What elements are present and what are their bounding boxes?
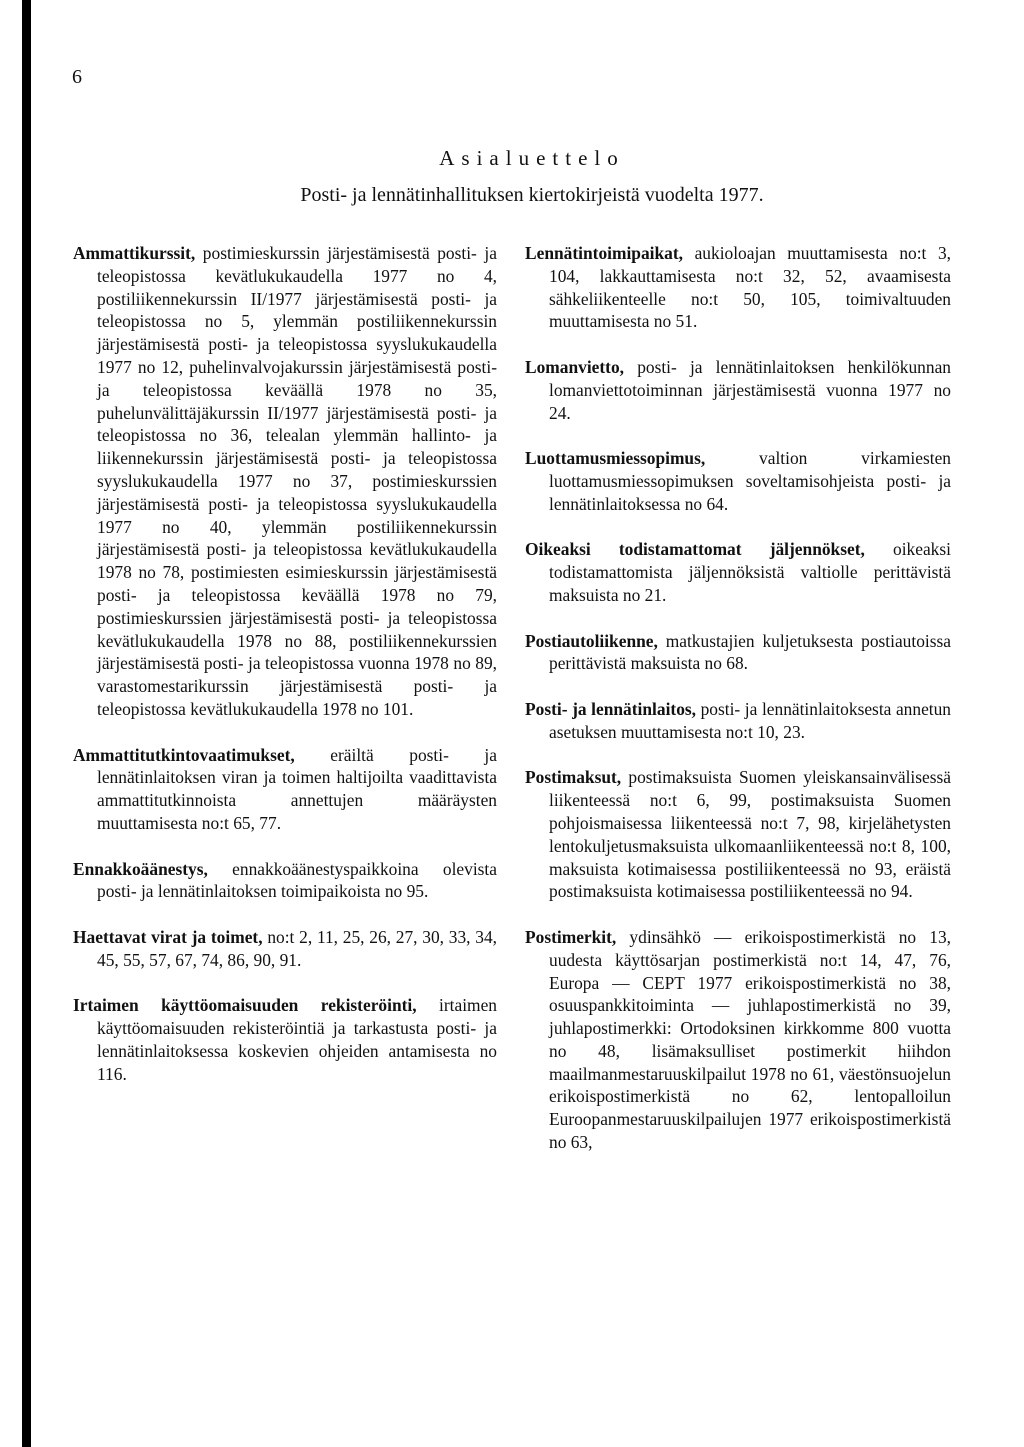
entry-term: Luottamusmiessopimus, xyxy=(525,448,706,469)
index-entry xyxy=(525,447,951,515)
entry-text: eräiltä posti- ja lennätinlaitoksen viran ja toimen haltijoilta vaadittavista ammattitutkinnoista annettujen määräysten muuttamisesta no:t 65, 77. xyxy=(97,744,497,833)
entry-term: Postimerkit, xyxy=(525,926,617,947)
entry-text: posti- ja lennätinlaitoksesta annetun asetuksen muuttamisesta no:t 10, 23. xyxy=(549,698,952,742)
left-edge-bar xyxy=(22,0,31,1447)
entry-term: Ammattikurssit, xyxy=(73,243,196,263)
index-entry xyxy=(73,858,497,904)
entry-text: ydinsähkö — erikoispostimerkistä no 13, uudesta käyttösarjan postimerkistä no:t 14, 47, 76, Europa — CEPT 1977 erikoispostimerkistä no 38, osuuspankkitoiminta — juhlapostimerkistä no 39, juhlapostimerkki: Ortodoksinen kirkkomme 800 vuotta no 48, lisämaksulliset postimerkit hiihdon maailmanmestaruuskilpailut 1978 no 61, väestönsuojelun erikoispostimerkistä no 62, lentopalloilun Euroopanmestaruuskilpailujen 1977 erikoispostimerkistä no 63, xyxy=(549,926,951,1153)
right-column xyxy=(525,242,951,1177)
entry-term: Ammattitutkintovaatimukset, xyxy=(73,744,295,765)
entry-term: Oikeaksi todistamattomat jäljennökset, xyxy=(525,539,865,560)
index-entry xyxy=(525,356,951,424)
index-entry xyxy=(73,242,497,721)
page-subtitle: Posti- ja lennätinhallituksen kiertokirjeistä vuodelta 1977. xyxy=(300,184,764,206)
entry-text: oikeaksi todistamattomista jäljennöksistä valtiolle perittävistä maksuista no 21. xyxy=(549,539,951,605)
entry-term: Lennätintoimipaikat, xyxy=(525,243,683,263)
index-entry xyxy=(73,744,497,835)
entry-text: matkustajien kuljetuksesta postiautoissa perittävistä maksuista no 68. xyxy=(549,630,951,674)
entry-text: aukioloajan muuttamisesta no:t 3, 104, lakkauttamisesta no:t 32, 52, avaamisesta sähkeliikenteelle no:t 50, 105, toimivaltuuden muuttamisesta no 51. xyxy=(549,243,951,332)
index-entry xyxy=(73,994,497,1085)
entry-term: Irtaimen käyttöomaisuuden rekisteröinti, xyxy=(73,995,417,1016)
left-column xyxy=(73,242,497,1108)
entry-text: valtion virkamiesten luottamusmiessopimuksen soveltamisohjeista posti- ja lennätinlaitoksessa no 64. xyxy=(549,448,951,514)
entry-text: no:t 2, 11, 25, 26, 27, 30, 33, 34, 45, 55, 57, 67, 74, 86, 90, 91. xyxy=(97,926,497,970)
index-entry xyxy=(525,926,951,1154)
entry-text: irtaimen käyttöomaisuuden rekisteröintiä ja tarkastusta posti- ja lennätinlaitoksessa koskevien ohjeiden antamisesta no 116. xyxy=(97,995,497,1084)
entry-text: posti- ja lennätinlaitoksen henkilökunnan lomanviettotoiminnan järjestämisestä vuonna 1977 no 24. xyxy=(549,356,951,423)
entry-text: ennakkoäänestyspaikkoina olevista posti- ja lennätinlaitoksen toimipaikoista no 95. xyxy=(97,858,497,902)
entry-term: Postiautoliikenne, xyxy=(525,630,658,651)
entry-term: Haettavat virat ja toimet, xyxy=(73,926,263,947)
entry-term: Postimaksut, xyxy=(525,767,622,788)
index-entry xyxy=(525,538,951,606)
index-entry xyxy=(525,698,951,744)
entry-term: Posti- ja lennätinlaitos, xyxy=(525,698,697,719)
entry-term: Ennakkoäänestys, xyxy=(73,858,208,879)
page-heading: Asialuettelo xyxy=(439,146,625,170)
entry-text: postimieskurssin järjestämisestä posti- ja teleopistossa kevätlukukaudella 1977 no 4, postiliikennekurssin II/1977 järjestämisestä posti- ja teleopistossa no 5, ylemmän postiliikennekurssin järjestämisestä posti- ja teleopistossa syyslukukaudella 1977 no 12, puhelinvalvojakurssin järjestämisestä posti- ja teleopistossa keväällä 1978 no 35, puhelunvälittäjäkurssin II/1977 järjestämisestä posti- ja teleopistossa no 36, telealan ylemmän hallinto- ja liikennekurssin järjestämisestä posti- ja teleopistossa syyslukukaudella 1977 no 37, postimieskurssien järjestämisestä posti- ja teleopistossa syyslukukaudella 1977 no 40, ylemmän postiliikennekurssin järjestämisestä posti- ja teleopistossa kevätlukukaudella 1978 no 78, postimiesten esimieskurssin järjestämisestä posti- ja teleopistossa keväällä 1978 no 79, postimieskurssien järjestämisestä posti- ja teleopistossa kevätlukukaudella 1978 no 88, postiliikennekurssien järjestämisestä posti- ja teleopistossa vuonna 1978 no 89, varastomestarikurssin järjestämisestä posti- ja teleopistossa kevätlukukaudella 1978 no 101. xyxy=(97,243,497,719)
entry-text: postimaksuista Suomen yleiskansainvälisessä liikenteessä no:t 6, 99, postimaksuista Suomen pohjoismaisessa liikenteessä no:t 7, 98, kirjelähetysten lentokuljetusmaksuista ulkomaanliikenteessä no:t 8, 100, maksuista kotimaisessa postiliikenteessä no 93, eräistä postimaksuista kotimaisessa postiliikenteessä no 94. xyxy=(549,767,951,902)
index-entry xyxy=(525,766,951,903)
index-entry xyxy=(525,630,951,676)
index-entry xyxy=(73,926,497,972)
entry-term: Lomanvietto, xyxy=(525,356,625,377)
page-number: 6 xyxy=(72,66,82,88)
index-entry xyxy=(525,242,951,333)
